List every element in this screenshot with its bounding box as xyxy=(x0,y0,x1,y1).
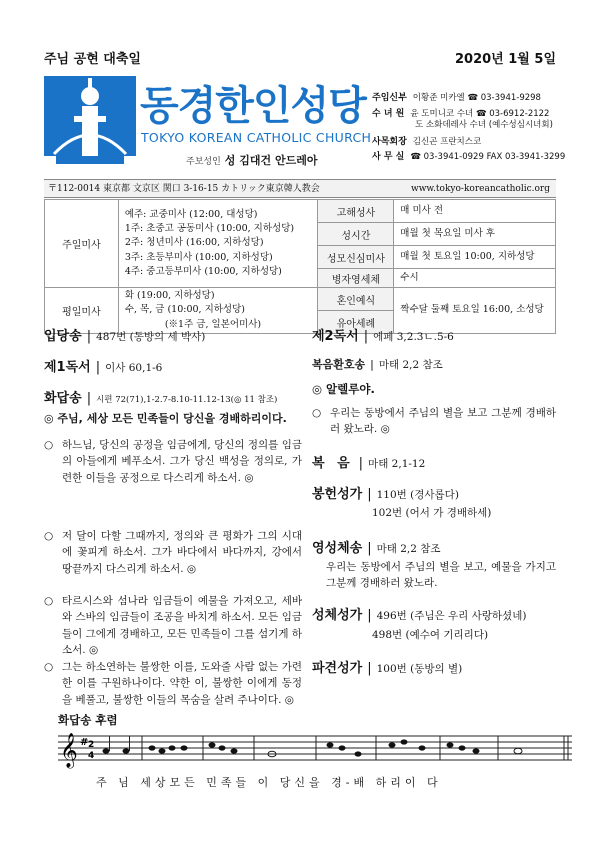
svg-text:#: # xyxy=(80,737,89,748)
issue-date: 2020년 1월 5일 xyxy=(455,52,556,67)
psalm-verse-4: ○ 그는 하소연하는 불쌍한 이를, 도와줄 사람 없는 가련한 이를 구원하나이다. 약한 이, 불쌍한 이에게 동정을 베풀고, 불쌍한 이들의 목숨을 살려 주나이다. ◎ xyxy=(44,661,302,706)
website-link[interactable]: www.tokyo-koreancatholic.org xyxy=(411,184,550,194)
psalm-verse-3: ○ 타르시스와 섬나라 임금들이 예물을 가져오고, 세바와 스바의 임금들이 조공을 바치게 하소서. 모든 임금들이 그에게 경배하고, 모든 민족들이 그를 섬기게 하소서. ◎ xyxy=(44,595,302,656)
weekday-mass-times: 화 (19:00, 지하성당) 수, 목, 금 (10:00, 지하성당) (※1주 금, 일본어미사) xyxy=(118,288,318,334)
alleluia: ◎ 알렐루야. xyxy=(312,382,375,396)
contact-pastor: 주임신부 이황준 미카엘 ☎ 03-3941-9298 xyxy=(372,93,541,103)
communion-antiphon: 영성체송 | 마태 2,2 참조 xyxy=(312,541,441,556)
wedding-label: 혼인예식 xyxy=(318,288,394,311)
wedding-baptism-value: 짝수달 둘째 토요일 16:00, 소성당 xyxy=(394,288,556,334)
alleluia-verse: ○ 우리는 동방에서 주님의 별을 보고 그분께 경배하러 왔노라. ◎ xyxy=(312,407,556,436)
psalm-verse-2: ○ 저 달이 다할 그때까지, 정의와 큰 평화가 그의 시대에 꽃피게 하소서. 그가 바다에서 바다까지, 강에서 땅끝까지 다스리게 하소서. ◎ xyxy=(44,530,302,575)
address-text: 〒112-0014 東京都 文京区 関口 3-16-15 カトリック東京韓人教会 xyxy=(48,184,320,194)
weekday-mass-label: 평일미사 xyxy=(45,288,119,334)
confession-label: 고해성사 xyxy=(318,200,394,223)
holy-hour-value: 매월 첫 목요일 미사 후 xyxy=(394,223,556,246)
gospel: 복 음 | 마태 2,1-12 xyxy=(312,456,426,471)
sick-communion-label: 병자영세체 xyxy=(318,269,394,288)
contact-convent: 수 녀 원 윤 도미니코 수녀 ☎ 03-6912-2122 xyxy=(372,109,550,119)
second-reading: 제2독서 | 에페 3,2.3ㄴ.5-6 xyxy=(312,329,454,344)
music-staff xyxy=(58,732,574,774)
contact-council: 사목회장 김신곤 프란치스코 xyxy=(372,137,482,147)
infant-baptism-label: 유아세례 xyxy=(318,311,394,334)
contact-convent-2: 도 소화데레사 수녀 (예수성심시녀회) xyxy=(415,120,553,130)
gospel-acclamation: 복음환호송 | 마태 2,2 참조 xyxy=(312,358,443,371)
marian-mass-value: 매월 첫 토요일 10:00, 지하성당 xyxy=(394,246,556,269)
patron-label: 주보성인 xyxy=(186,157,221,167)
responsorial-psalm: 화답송 | 시편 72(71),1-2.7-8.10-11.12-13(◎ 11 참조) xyxy=(44,391,278,406)
psalm-refrain: ◎ 주님, 세상 모든 민족들이 당신을 경배하리이다. xyxy=(44,412,287,425)
communion-antiphon-text: 우리는 동방에서 주님의 별을 보고, 예물을 가지고 그분께 경배하러 왔노라. xyxy=(326,561,556,590)
communion-hymn: 성체성가 | 496번 (주님은 우리 사랑하셨네) xyxy=(312,608,527,623)
music-lyrics: 주 님 세상모든 민족들 이 당신을 경-배 하리이 다 xyxy=(96,776,442,789)
church-emblem-icon xyxy=(44,76,136,164)
offertory-hymn-2: 102번 (어서 가 경배하세) xyxy=(372,507,492,519)
mass-schedule xyxy=(44,199,556,334)
contact-office: 사 무 실 ☎ 03-3941-0929 FAX 03-3941-3299 xyxy=(372,152,566,162)
holy-hour-label: 성시간 xyxy=(318,223,394,246)
church-name-english: TOKYO KOREAN CATHOLIC CHURCH xyxy=(141,130,372,145)
marian-mass-label: 성모신심미사 xyxy=(318,246,394,269)
psalm-verse-1: ○ 하느님, 당신의 공정을 임금에게, 당신의 정의를 임금의 아들에게 베푸소서. 그가 당신 백성을 정의로, 가련한 이들을 공정으로 다스리게 하소서. ◎ xyxy=(44,439,302,484)
patron-saint xyxy=(186,152,317,168)
offertory-hymn: 봉헌성가 | 110번 (경사롭다) xyxy=(312,487,459,502)
sunday-mass-label: 주일미사 xyxy=(45,200,119,288)
church-name: 동경한인성당 xyxy=(140,83,366,129)
svg-text:4: 4 xyxy=(88,751,95,761)
entrance-hymn: 입당송 | 487번 (동방의 세 박사) xyxy=(44,329,206,344)
music-title: 화답송 후렴 xyxy=(58,713,118,727)
feast-title: 주님 공현 대축일 xyxy=(44,52,141,67)
first-reading: 제1독서 | 이사 60,1-6 xyxy=(44,360,163,375)
patron-name: 성 김대건 안드레아 xyxy=(224,154,318,167)
sunday-mass-times: 예주: 교중미사 (12:00, 대성당) 1주: 초중고 공동미사 (10:00, 지하성당) 2주: 청년미사 (16:00, 지하성당) 3주: 초등부미사 (10:00, 지하성당) 4주: 중고등부미사 (10:00, 지하성당) xyxy=(118,200,318,288)
address-bar xyxy=(44,179,556,198)
communion-hymn-2: 498번 (예수여 기리리다) xyxy=(372,629,489,641)
sick-communion-value: 수시 xyxy=(394,269,556,288)
svg-text:2: 2 xyxy=(88,740,95,750)
svg-text:𝄞: 𝄞 xyxy=(60,733,78,768)
confession-value: 매 미사 전 xyxy=(394,200,556,223)
recessional-hymn: 파견성가 | 100번 (동방의 별) xyxy=(312,661,463,676)
